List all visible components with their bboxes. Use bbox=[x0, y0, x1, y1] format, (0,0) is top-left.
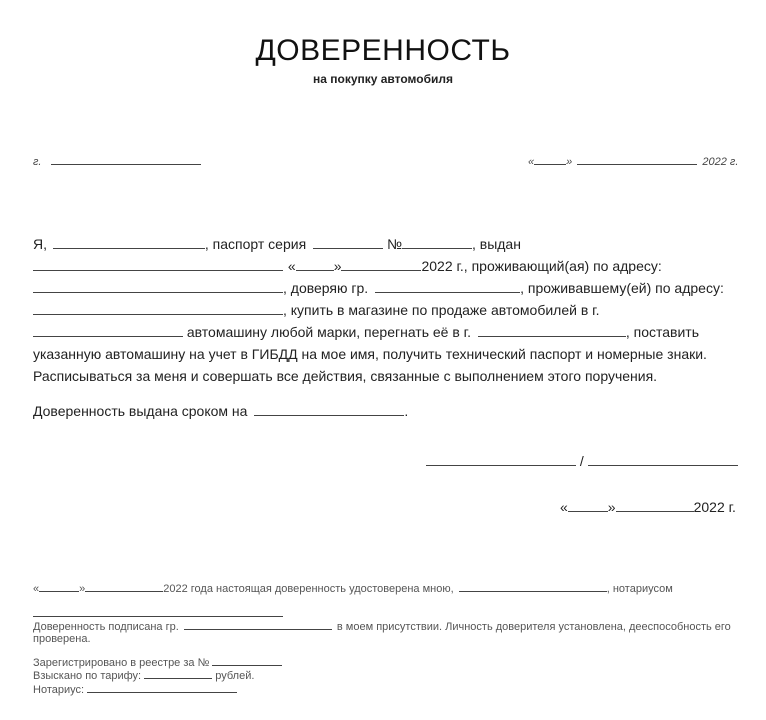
date-day-blank bbox=[534, 163, 566, 165]
notary-text: Нотариус: bbox=[33, 684, 85, 696]
signature-quote-close: » bbox=[607, 499, 616, 515]
notary-signature bbox=[33, 684, 237, 696]
date-month-blank bbox=[577, 163, 697, 165]
body-line-7: Расписываться за меня и совершать все действия, связанные с выполнением этого поручения. bbox=[33, 368, 658, 384]
notary-day-blank bbox=[39, 590, 79, 592]
city-blank bbox=[51, 163, 201, 165]
notary-name-blank bbox=[459, 590, 607, 592]
date-field bbox=[528, 156, 738, 168]
body-line-1 bbox=[33, 236, 521, 252]
body-text: , паспорт серия bbox=[204, 236, 307, 252]
agent-name-blank bbox=[375, 291, 520, 293]
notary-month-blank bbox=[85, 590, 163, 592]
notary-signed-line-2: проверена. bbox=[33, 633, 91, 645]
notary-text: , нотариусом bbox=[606, 583, 673, 595]
date-quote-close: » bbox=[566, 156, 573, 168]
issued-by-blank bbox=[33, 269, 283, 271]
signature-date bbox=[560, 499, 736, 515]
body-text: . bbox=[404, 403, 409, 419]
notary-signer-blank bbox=[184, 628, 332, 630]
date-quote-open: « bbox=[528, 156, 535, 168]
notary-quote-open: « bbox=[33, 583, 40, 595]
body-line-6: указанную автомашину на учет в ГИБДД на мое имя, получить технический паспорт и номерные знаки. bbox=[33, 346, 707, 362]
notary-blank bbox=[33, 615, 283, 617]
signature-line bbox=[426, 453, 738, 469]
signature-year: 2022 г. bbox=[693, 499, 736, 515]
signature-separator: / bbox=[579, 453, 584, 469]
signature-blank bbox=[426, 464, 576, 466]
passport-number-blank bbox=[402, 247, 472, 249]
destination-city-blank bbox=[478, 335, 626, 337]
notary-text: рублей. bbox=[215, 670, 255, 682]
notary-quote-close: » bbox=[79, 583, 86, 595]
body-text: 2022 г., проживающий(ая) по адресу: bbox=[421, 258, 662, 274]
body-text: Доверенность выдана сроком на bbox=[33, 403, 248, 419]
notary-tariff bbox=[33, 670, 254, 682]
body-text: « bbox=[287, 258, 296, 274]
notary-signed-line bbox=[33, 621, 731, 633]
notary-signature-blank bbox=[87, 691, 237, 693]
body-text: , проживавшему(ей) по адресу: bbox=[520, 280, 724, 296]
document-subtitle: на покупку автомобиля bbox=[312, 72, 454, 86]
validity-line bbox=[33, 403, 408, 419]
agent-address-blank bbox=[33, 313, 283, 315]
notary-continuation-blank bbox=[33, 604, 283, 622]
passport-series-blank bbox=[313, 247, 383, 249]
body-line-3 bbox=[33, 280, 724, 296]
signature-day-blank bbox=[568, 510, 608, 512]
signature-name-blank bbox=[588, 464, 738, 466]
issue-month-blank bbox=[341, 269, 421, 271]
body-text: № bbox=[386, 236, 402, 252]
issue-day-blank bbox=[296, 269, 334, 271]
registry-number-blank bbox=[212, 664, 282, 666]
validity-blank bbox=[254, 414, 404, 416]
body-line-2 bbox=[33, 258, 662, 274]
body-line-5 bbox=[33, 324, 699, 340]
body-text: автомашину любой марки, перегнать её в г. bbox=[186, 324, 471, 340]
purchase-city-blank bbox=[33, 335, 183, 337]
tariff-blank bbox=[144, 677, 212, 679]
signature-month-blank bbox=[616, 510, 694, 512]
city-field bbox=[33, 156, 201, 168]
fullname-blank bbox=[53, 247, 205, 249]
body-text: » bbox=[333, 258, 342, 274]
city-prefix: г. bbox=[33, 156, 42, 168]
notary-text: Зарегистрировано в реестре за № bbox=[33, 657, 210, 669]
notary-text: в моем присутствии. Личность доверителя установлена, дееспособность его bbox=[336, 621, 731, 633]
document-title: ДОВЕРЕННОСТЬ bbox=[255, 34, 511, 67]
signature-quote-open: « bbox=[560, 499, 568, 515]
body-text: , выдан bbox=[471, 236, 521, 252]
body-text: , доверяю гр. bbox=[283, 280, 369, 296]
notary-text: Доверенность подписана гр. bbox=[33, 621, 179, 633]
date-year: 2022 г. bbox=[702, 156, 739, 168]
notary-line-1 bbox=[33, 583, 673, 595]
body-text: , поставить bbox=[625, 324, 700, 340]
body-line-4 bbox=[33, 302, 599, 318]
body-text: , купить в магазине по продаже автомобилей в г. bbox=[283, 302, 600, 318]
body-text: Я, bbox=[33, 236, 47, 252]
notary-text: Взыскано по тарифу: bbox=[33, 670, 142, 682]
notary-registry bbox=[33, 657, 282, 669]
principal-address-blank bbox=[33, 291, 283, 293]
notary-text: 2022 года настоящая доверенность удостоверена мною, bbox=[163, 583, 454, 595]
